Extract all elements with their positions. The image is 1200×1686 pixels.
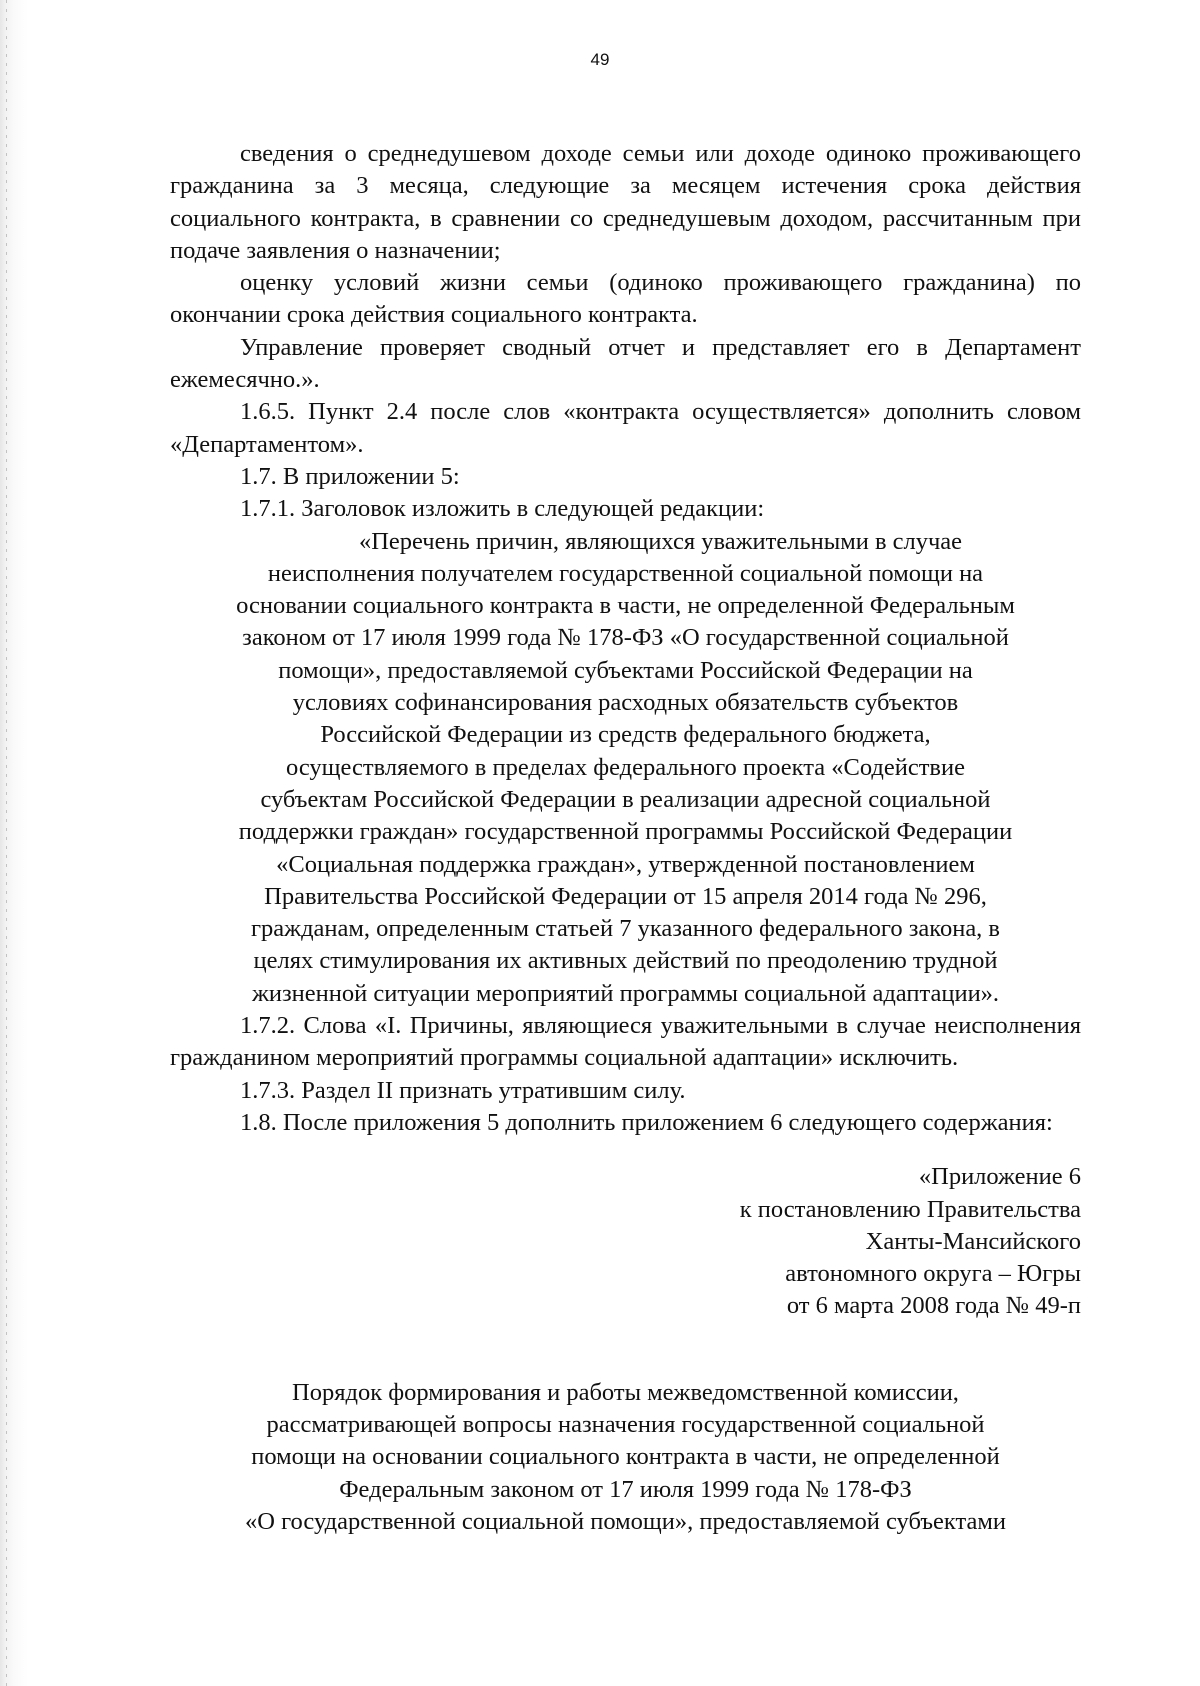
quoted-heading-line: целях стимулирования их активных действий по преодолению трудной bbox=[253, 947, 998, 975]
paragraph-1-8 bbox=[170, 1107, 1081, 1139]
quoted-heading-line: жизненной ситуации мероприятий программы социальной адаптации». bbox=[251, 979, 1000, 1007]
paragraph-text: 1.8. После приложения 5 дополнить приложением 6 следующего содержания: bbox=[240, 1108, 1053, 1136]
section-title bbox=[170, 1377, 1081, 1538]
paragraph-1-7-3 bbox=[170, 1075, 1081, 1107]
quoted-heading-line: осуществляемого в пределах федерального проекта «Содействие bbox=[286, 753, 965, 781]
paragraph-text: 1.7.1. Заголовок изложить в следующей редакции: bbox=[240, 495, 765, 523]
paragraph-living-conditions bbox=[170, 267, 1081, 332]
paragraph-text: оценку условий жизни семьи (одиноко проживающего гражданина) по окончании срока действия социального контракта. bbox=[170, 269, 1081, 329]
section-title-line: Порядок формирования и работы межведомственной комиссии, bbox=[292, 1378, 959, 1406]
section-title-line: рассматривающей вопросы назначения государственной социальной bbox=[266, 1410, 985, 1438]
paragraph-text: сведения о среднедушевом доходе семьи или доходе одиноко проживающего гражданина за 3 месяца, следующие за месяцем истечения срока действия социального контракта, в сравнении со среднедушевым доходом, рассчитанным при подаче заявления о назначении; bbox=[170, 140, 1081, 264]
quoted-heading-line: «Перечень причин, являющихся уважительными в случае bbox=[358, 527, 963, 555]
appendix-header-line: «Приложение 6 bbox=[918, 1163, 1081, 1191]
section-title-line: Федеральным законом от 17 июля 1999 года № 178-ФЗ bbox=[339, 1475, 912, 1503]
quoted-heading-line: Российской Федерации из средств федерального бюджета, bbox=[320, 721, 931, 749]
paragraph-text: 1.7.3. Раздел II признать утратившим силу. bbox=[240, 1076, 686, 1104]
document-body bbox=[170, 138, 1081, 1538]
quoted-heading bbox=[170, 526, 1081, 1010]
paragraph-income-info bbox=[170, 138, 1081, 267]
appendix-header bbox=[170, 1161, 1081, 1322]
quoted-heading-line: гражданам, определенным статьей 7 указанного федерального закона, в bbox=[250, 915, 1001, 943]
appendix-header-line: автономного округа – Югры bbox=[785, 1260, 1081, 1288]
quoted-heading-line: помощи», предоставляемой субъектами Российской Федерации на bbox=[278, 656, 973, 684]
appendix-header-line: от 6 марта 2008 года № 49-п bbox=[786, 1292, 1081, 1320]
page-number: 49 bbox=[590, 50, 610, 69]
paragraph-text: 1.7. В приложении 5: bbox=[240, 462, 460, 490]
paragraph-text: 1.7.2. Слова «I. Причины, являющиеся уважительными в случае неисполнения гражданином мероприятий программы социальной адаптации» исключить. bbox=[170, 1012, 1081, 1072]
paragraph-text: Управление проверяет сводный отчет и представляет его в Департамент ежемесячно.». bbox=[170, 333, 1081, 394]
paragraph-1-7-2 bbox=[170, 1010, 1081, 1075]
paragraph-1-6-5 bbox=[170, 396, 1081, 461]
section-title-line: «О государственной социальной помощи», предоставляемой субъектами bbox=[245, 1507, 1006, 1535]
quoted-heading-line: основании социального контракта в части, не определенной Федеральным bbox=[236, 592, 1015, 620]
appendix-header-line: к постановлению Правительства bbox=[739, 1195, 1081, 1223]
quoted-heading-line: законом от 17 июля 1999 года № 178-ФЗ «О государственной социальной bbox=[242, 624, 1009, 652]
paragraph-1-7 bbox=[170, 461, 1081, 493]
scan-edge-shadow bbox=[0, 0, 28, 1686]
paragraph-report bbox=[170, 332, 1081, 397]
quoted-heading-line: «Социальная поддержка граждан», утвержденной постановлением bbox=[276, 850, 975, 878]
quoted-heading-line: неисполнения получателем государственной социальной помощи на bbox=[267, 559, 984, 587]
appendix-header-line: Ханты-Мансийского bbox=[865, 1227, 1081, 1255]
quoted-heading-line: условиях софинансирования расходных обязательств субъектов bbox=[292, 689, 959, 717]
quoted-heading-line: Правительства Российской Федерации от 15 апреля 2014 года № 296, bbox=[264, 882, 987, 910]
paragraph-text: 1.6.5. Пункт 2.4 после слов «контракта осуществляется» дополнить словом «Департаментом». bbox=[170, 398, 1081, 458]
quoted-heading-line: субъектам Российской Федерации в реализации адресной социальной bbox=[260, 785, 991, 813]
quoted-heading-line: поддержки граждан» государственной программы Российской Федерации bbox=[238, 818, 1013, 846]
paragraph-1-7-1 bbox=[170, 493, 1081, 525]
section-title-line: помощи на основании социального контракта в части, не определенной bbox=[251, 1443, 1000, 1471]
